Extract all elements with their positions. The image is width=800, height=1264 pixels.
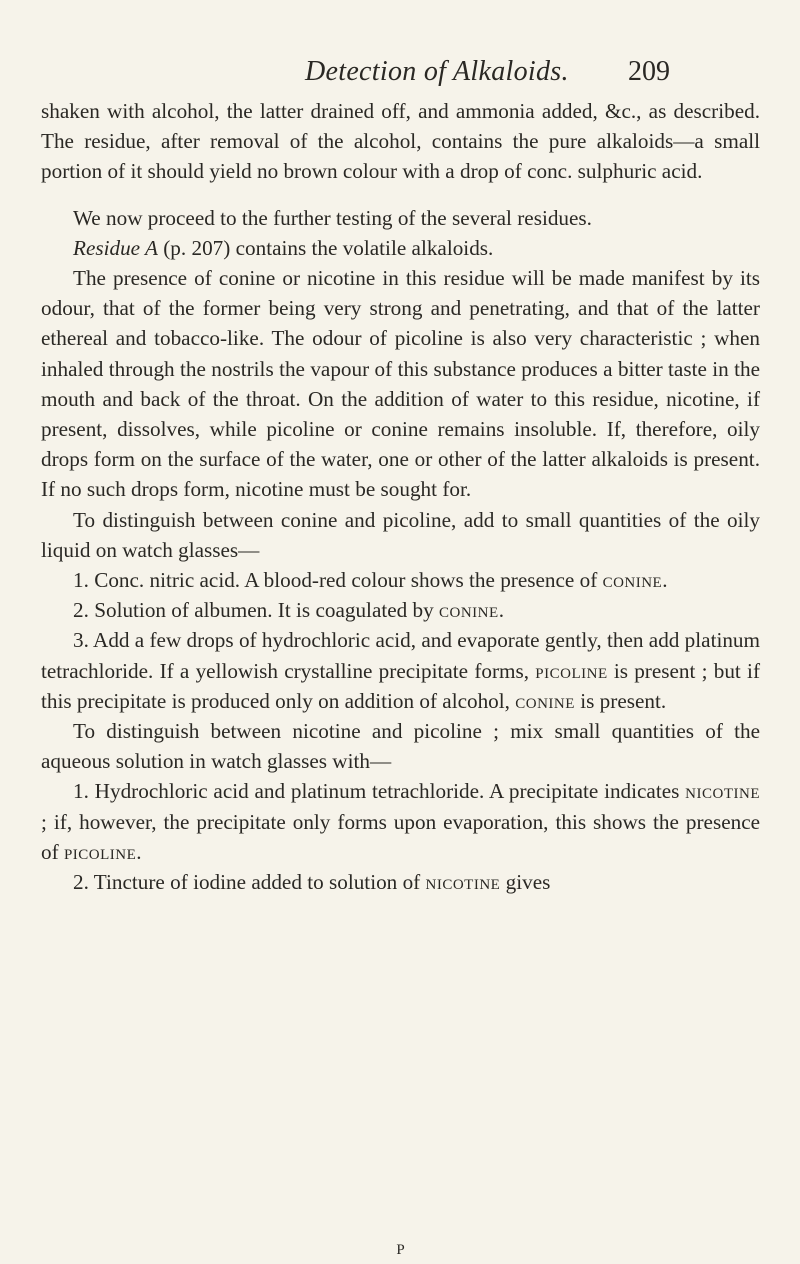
list-item-text: . — [662, 568, 668, 593]
list-item-text: 3. Add a few drops of hydrochloric acid, and evaporate gently, then add platinum tetrachloride. If a yellowish crystalline precipitate forms, — [41, 628, 761, 683]
list-item-text: 2. Solution of albumen. It is coagulated by — [73, 598, 440, 623]
signature-mark: P — [396, 1242, 405, 1258]
alkaloid-name: picoline — [535, 658, 608, 683]
page-number: 209 — [628, 56, 670, 87]
list-item — [41, 595, 760, 625]
list-item — [41, 867, 760, 897]
alkaloid-name: picoline — [63, 839, 137, 864]
alkaloid-name: conine — [602, 568, 663, 593]
paragraph: To distinguish between nicotine and picoline ; mix small quantities of the aqueous solution in watch glasses with— — [41, 719, 760, 774]
list-item-text: gives — [500, 870, 551, 895]
page-header — [0, 52, 800, 92]
running-title: Detection of Alkaloids. — [305, 56, 569, 87]
body-text — [41, 96, 760, 897]
list-item-text: . — [136, 839, 142, 864]
list-item-text: . — [498, 598, 504, 623]
list-item-text: 1. Conc. nitric acid. A blood-red colour shows the presence of — [73, 568, 603, 593]
paragraph: To distinguish between conine and picoline, add to small quantities of the oily liquid on watch glasses— — [41, 507, 760, 562]
paragraph: The presence of conine or nicotine in this residue will be made manifest by its odour, that of the former being very strong and penetrating, and that of the latter ethereal and tobacco-like. The odour of picoline is also very characteristic ; when inhaled through the nostrils the vapour of this substance produces a bitter taste in the mouth and back of the throat. On the addition of water to this residue, nicotine, if present, dissolves, while picoline or conine remains insoluble. If, therefore, oily drops form on the surface of the water, one or other of the latter alkaloids is present. If no such drops form, nicotine must be sought for. — [41, 266, 760, 502]
paragraph: We now proceed to the further testing of the several residues. — [73, 205, 592, 230]
list-item — [41, 776, 760, 867]
paragraph-text: (p. 207) contains the volatile alkaloids. — [157, 235, 494, 260]
list-item-text: ; if, however, the precipitate only forms upon evaporation, this shows the presence of — [41, 809, 760, 864]
alkaloid-name: conine — [439, 598, 499, 623]
list-item — [41, 565, 760, 595]
section-label: Residue A — [73, 235, 158, 260]
list-item-text: is present. — [574, 688, 667, 713]
alkaloid-name: conine — [515, 688, 575, 713]
paragraph — [41, 233, 760, 263]
alkaloid-name: nicotine — [425, 870, 501, 895]
list-item-text: 2. Tincture of iodine added to solution of — [73, 870, 426, 895]
paragraph: shaken with alcohol, the latter drained off, and ammonia added, &c., as described. The residue, after removal of the alcohol, contains the pure alkaloids—a small portion of it should yield no brown colour with a drop of conc. sulphuric acid. — [41, 99, 760, 184]
list-item-text: is present ; but if this precipitate is produced only on addition of alcohol, — [41, 658, 760, 713]
list-item — [41, 625, 760, 716]
alkaloid-name: nicotine — [685, 779, 760, 804]
list-item-text: 1. Hydrochloric acid and platinum tetrachloride. A precipitate indicates — [73, 779, 686, 804]
